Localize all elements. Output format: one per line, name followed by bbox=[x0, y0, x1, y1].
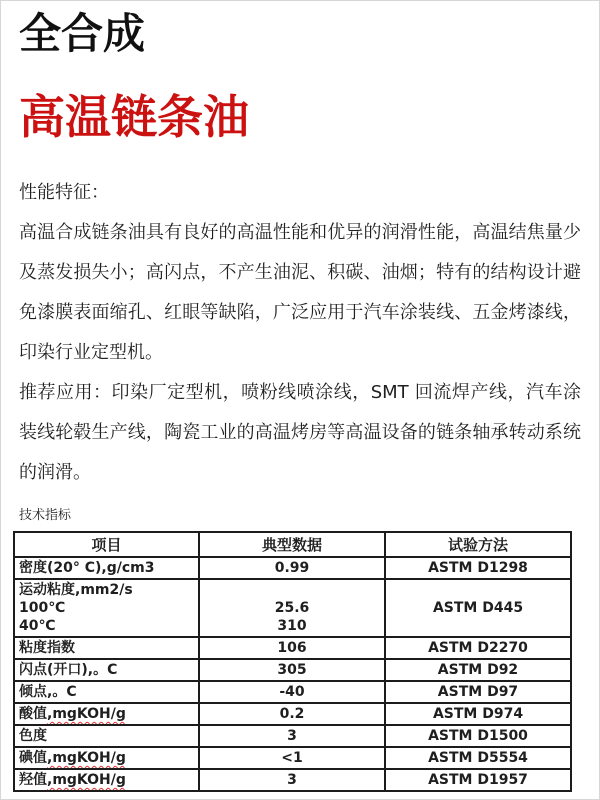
application-paragraph: 推荐应用：印染厂定型机，喷粉线喷涂线，SMT 回流焊产线，汽车涂装线轮毂生产线，陶瓷工业的高温烤房等高温设备的链条轴承转动系统的润滑。 bbox=[19, 382, 581, 483]
spec-method-cell: ASTM D445 bbox=[385, 579, 571, 637]
spec-item-cell: 碘值,mgKOH/g bbox=[14, 747, 199, 769]
spec-value-cell: -40 bbox=[199, 681, 385, 703]
col-header-test-method: 试验方法 bbox=[385, 532, 571, 557]
spec-method-cell: ASTM D5554 bbox=[385, 747, 571, 769]
spec-method-cell: ASTM D92 bbox=[385, 659, 571, 681]
spellcheck-squiggle-text: ,mgKOH/g bbox=[47, 750, 126, 766]
spec-item-cell: 粘度指数 bbox=[14, 637, 199, 659]
spec-item-cell: 闪点(开口),。C bbox=[14, 659, 199, 681]
spec-row bbox=[14, 747, 571, 769]
spec-item-cell: 倾点,。C bbox=[14, 681, 199, 703]
specs-table bbox=[13, 531, 572, 792]
spec-value-cell: <1 bbox=[199, 747, 385, 769]
spec-value-cell: 3 bbox=[199, 769, 385, 791]
specs-table-body bbox=[14, 557, 571, 791]
spec-row bbox=[14, 557, 571, 579]
spec-item-cell: 酸值,mgKOH/g bbox=[14, 703, 199, 725]
performance-heading: 性能特征： bbox=[19, 182, 109, 203]
spec-value-cell: 0.99 bbox=[199, 557, 385, 579]
spellcheck-squiggle-text: ,mgKOH/g bbox=[47, 772, 126, 788]
spec-method-cell: ASTM D1957 bbox=[385, 769, 571, 791]
spec-row bbox=[14, 659, 571, 681]
spec-row bbox=[14, 637, 571, 659]
specs-table-caption: 技术指标 bbox=[19, 508, 72, 523]
specs-header-row bbox=[14, 532, 571, 557]
product-title: 高温链条油 bbox=[19, 90, 249, 144]
spec-value-cell: 106 bbox=[199, 637, 385, 659]
spec-method-cell: ASTM D974 bbox=[385, 703, 571, 725]
spec-item-cell: 运动粘度,mm2/s 100℃ 40℃ bbox=[14, 579, 199, 637]
spec-method-cell: ASTM D97 bbox=[385, 681, 571, 703]
spec-row bbox=[14, 703, 571, 725]
spec-row bbox=[14, 579, 571, 637]
series-title: 全合成 bbox=[19, 9, 146, 58]
col-header-typical-data: 典型数据 bbox=[199, 532, 385, 557]
spec-value-cell: 305 bbox=[199, 659, 385, 681]
spellcheck-squiggle-text: ,mgKOH/g bbox=[47, 706, 126, 722]
spec-method-cell: ASTM D1298 bbox=[385, 557, 571, 579]
spec-method-cell: ASTM D1500 bbox=[385, 725, 571, 747]
spec-row bbox=[14, 681, 571, 703]
spec-row bbox=[14, 725, 571, 747]
spec-value-cell: 25.6 310 bbox=[199, 579, 385, 637]
spec-item-cell: 羟值,mgKOH/g bbox=[14, 769, 199, 791]
performance-paragraph: 高温合成链条油具有良好的高温性能和优异的润滑性能，高温结焦量少及蒸发损失小；高闪点，不产生油泥、积碳、油烟；特有的结构设计避免漆膜表面缩孔、红眼等缺陷，广泛应用于汽车涂装线、五金烤漆线，印染行业定型机。 bbox=[19, 222, 581, 363]
spec-value-cell: 3 bbox=[199, 725, 385, 747]
spec-row bbox=[14, 769, 571, 791]
spec-item-cell: 密度(20° C),g/cm3 bbox=[14, 557, 199, 579]
spec-item-cell: 色度 bbox=[14, 725, 199, 747]
col-header-item: 项目 bbox=[14, 532, 199, 557]
spec-value-cell: 0.2 bbox=[199, 703, 385, 725]
spec-method-cell: ASTM D2270 bbox=[385, 637, 571, 659]
